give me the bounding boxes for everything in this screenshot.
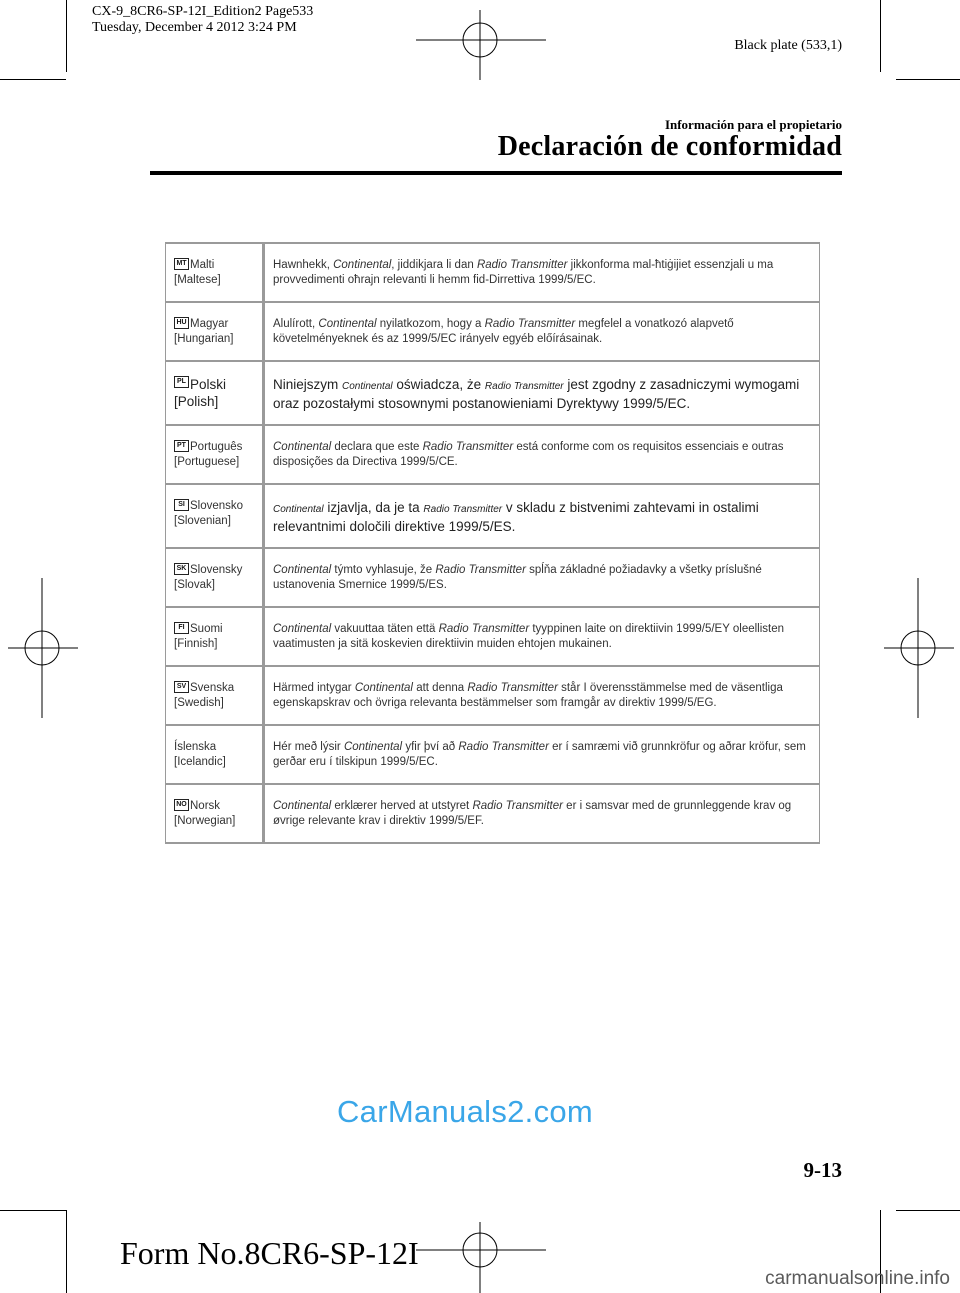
table-row xyxy=(166,725,820,784)
declaration-fragment: tyyppinen laite on direktiivin 1999/5/EY oleellisten vaatimusten ja sitä koskevien direktiivin muiden ehtojen mukainen. xyxy=(273,623,785,650)
declaration-text xyxy=(264,548,820,607)
declaration-text xyxy=(264,784,820,843)
table-row xyxy=(166,361,820,425)
declaration-fragment: att denna xyxy=(413,682,468,694)
registration-mark-right-icon xyxy=(884,578,954,718)
country-code-icon: PT xyxy=(174,440,189,452)
declaration-text xyxy=(264,725,820,784)
table-row xyxy=(166,302,820,361)
table-row xyxy=(166,484,820,548)
device-name: Radio Transmitter xyxy=(484,318,576,330)
language-cell xyxy=(166,725,264,784)
language-english-name: [Maltese] xyxy=(174,274,221,286)
language-name: Norsk xyxy=(190,800,221,812)
print-date-line: Tuesday, December 4 2012 3:24 PM xyxy=(92,20,297,35)
language-name: Slovensky xyxy=(190,564,243,576)
watermark: CarManuals2.com xyxy=(337,1094,594,1129)
language-name: Slovensko xyxy=(190,500,244,512)
declaration-fragment: Härmed intygar xyxy=(273,682,355,694)
declaration-text xyxy=(264,425,820,484)
footer-url: carmanualsonline.info xyxy=(765,1268,950,1289)
declaration-fragment: nyilatkozom, hogy a xyxy=(376,318,485,330)
device-name: Radio Transmitter xyxy=(472,800,563,812)
manufacturer-name: Continental xyxy=(342,381,393,392)
device-name: Radio Transmitter xyxy=(438,623,530,635)
plate-label: Black plate (533,1) xyxy=(734,38,842,53)
language-cell xyxy=(166,548,264,607)
declaration-fragment: está conforme com os requisitos essenciais e outras disposições da Directiva 1999/5/CE. xyxy=(273,441,784,468)
crop-mark xyxy=(0,79,66,80)
print-job-line: CX-9_8CR6-SP-12I_Edition2 Page533 xyxy=(92,4,314,19)
manufacturer-name: Continental xyxy=(273,800,332,812)
language-english-name: [Slovak] xyxy=(174,579,215,591)
device-name: Radio Transmitter xyxy=(423,504,503,515)
language-cell xyxy=(166,784,264,843)
declaration-text xyxy=(264,361,820,425)
table-row xyxy=(166,607,820,666)
device-name: Radio Transmitter xyxy=(422,441,514,453)
crop-mark xyxy=(0,1210,66,1211)
table-row xyxy=(166,425,820,484)
language-cell xyxy=(166,425,264,484)
country-code-icon: FI xyxy=(174,622,189,634)
language-cell xyxy=(166,302,264,361)
table-row xyxy=(166,666,820,725)
language-name: Suomi xyxy=(190,623,223,635)
declaration-fragment: yfir því að xyxy=(402,741,459,753)
declaration-text xyxy=(264,607,820,666)
language-english-name: [Icelandic] xyxy=(174,756,226,768)
declaration-fragment: declara que este xyxy=(331,441,423,453)
crop-mark xyxy=(896,79,960,80)
declaration-text xyxy=(264,484,820,548)
declaration-fragment: er i samsvar med de grunnleggende krav og øvrige relevante krav i direktiv 1999/5/EF. xyxy=(273,800,792,827)
conformity-table xyxy=(165,242,820,844)
device-name: Radio Transmitter xyxy=(484,381,564,392)
manufacturer-name: Continental xyxy=(273,623,332,635)
declaration-fragment: jikkonforma mal-ħtiġijiet essenzjali u ma provvedimenti oħrajn relevanti li hemm fid-Dirrettiva 1999/5/EC. xyxy=(273,259,774,286)
country-code-icon: SV xyxy=(174,681,189,693)
manufacturer-name: Continental xyxy=(273,504,324,515)
declaration-fragment: jest zgodny z zasadniczymi wymogami oraz pozostałymi stosownymi postanowieniami Dyrektywy 1999/5/EC. xyxy=(273,377,800,411)
declaration-fragment: oświadcza, że xyxy=(392,377,485,392)
declaration-fragment: v skladu z bistvenimi zahtevami in ostalimi relevantnimi določili direktive 1999/5/ES. xyxy=(273,500,759,534)
declaration-fragment: spĺňa základné požiadavky a všetky príslušné ustanovenia Smernice 1999/5/ES. xyxy=(273,564,762,591)
manufacturer-name: Continental xyxy=(273,564,332,576)
language-english-name: [Finnish] xyxy=(174,638,218,650)
device-name: Radio Transmitter xyxy=(476,259,568,271)
declaration-text xyxy=(264,666,820,725)
registration-mark-top-icon xyxy=(416,10,546,80)
language-english-name: [Portuguese] xyxy=(174,456,240,468)
language-name: Svenska xyxy=(190,682,235,694)
table-row xyxy=(166,243,820,302)
manufacturer-name: Continental xyxy=(318,318,377,330)
crop-mark xyxy=(880,0,881,72)
declaration-fragment: Hawnhekk, xyxy=(273,259,334,271)
country-code-icon: SI xyxy=(174,499,189,511)
table-row xyxy=(166,784,820,843)
registration-mark-left-icon xyxy=(8,578,78,718)
manufacturer-name: Continental xyxy=(343,741,403,753)
crop-mark xyxy=(66,0,67,72)
language-name: Português xyxy=(190,441,243,453)
title-rule xyxy=(150,171,842,175)
device-name: Radio Transmitter xyxy=(435,564,526,576)
declaration-fragment: er í samræmi við grunnkröfur og aðrar kröfur, sem gerðar eru í tilskipun 1999/5/EC. xyxy=(273,741,806,768)
declaration-fragment: , jiddikjara li dan xyxy=(391,259,477,271)
section-title: Declaración de conformidad xyxy=(497,131,842,162)
language-english-name: [Swedish] xyxy=(174,697,224,709)
table-row xyxy=(166,548,820,607)
language-cell xyxy=(166,243,264,302)
form-number: Form No.8CR6-SP-12I xyxy=(120,1235,419,1271)
country-code-icon: SK xyxy=(174,563,189,575)
language-cell xyxy=(166,484,264,548)
language-name: Malti xyxy=(190,259,215,271)
language-name: Magyar xyxy=(190,318,229,330)
page-number: 9-13 xyxy=(803,1158,842,1182)
section-subtitle: Información para el propietario xyxy=(664,117,842,132)
country-code-icon: HU xyxy=(174,317,189,329)
print-job-info xyxy=(92,4,313,36)
manufacturer-name: Continental xyxy=(273,441,332,453)
declaration-fragment: Alulírott, xyxy=(273,318,319,330)
crop-mark xyxy=(896,1210,960,1211)
registration-mark-bottom-icon xyxy=(416,1222,546,1293)
language-english-name: [Norwegian] xyxy=(174,815,236,827)
language-english-name: [Hungarian] xyxy=(174,333,234,345)
crop-mark xyxy=(66,1210,67,1293)
country-code-icon: PL xyxy=(174,376,189,388)
declaration-fragment: izjavlja, da je ta xyxy=(323,500,424,515)
declaration-fragment: vakuuttaa täten että xyxy=(331,623,439,635)
manufacturer-name: Continental xyxy=(354,682,413,694)
language-cell xyxy=(166,607,264,666)
country-code-icon: MT xyxy=(174,258,189,270)
declaration-fragment: megfelel a vonatkozó alapvető követelményeknek és az 1999/5/EC irányelv egyéb előírásainak. xyxy=(273,318,734,345)
declaration-fragment: Hér með lýsir xyxy=(273,741,344,753)
language-english-name: [Slovenian] xyxy=(174,515,231,527)
declaration-text xyxy=(264,243,820,302)
language-name: Íslenska xyxy=(174,741,217,753)
country-code-icon: NO xyxy=(174,799,189,811)
manufacturer-name: Continental xyxy=(333,259,392,271)
device-name: Radio Transmitter xyxy=(467,682,558,694)
language-cell xyxy=(166,666,264,725)
device-name: Radio Transmitter xyxy=(458,741,549,753)
declaration-fragment: står I överensstämmelse med de väsentliga egenskapskrav och övriga relevanta bestämmelser som framgår av direktiv 1999/5/EG. xyxy=(273,682,783,709)
declaration-text xyxy=(264,302,820,361)
declaration-fragment: týmto vyhlasuje, že xyxy=(331,564,436,576)
language-name: Polski xyxy=(190,377,227,392)
declaration-fragment: erklærer herved at utstyret xyxy=(331,800,473,812)
language-english-name: [Polish] xyxy=(174,394,219,409)
language-cell xyxy=(166,361,264,425)
declaration-fragment: Niniejszym xyxy=(273,377,343,392)
